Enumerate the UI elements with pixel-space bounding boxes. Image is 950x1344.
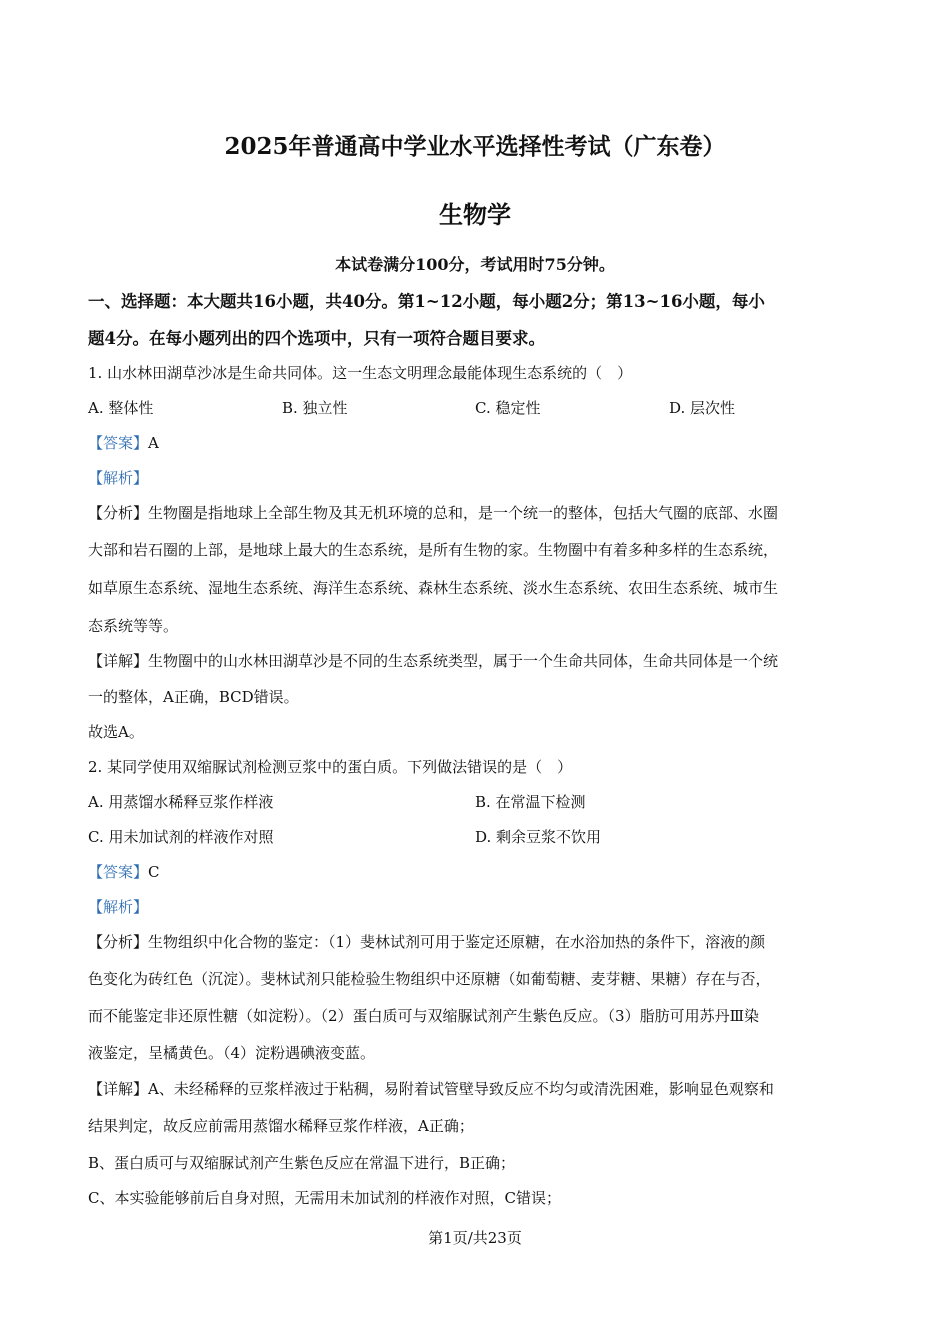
q1-fenxi-line2: 大部和岩石圈的上部，是地球上最大的生态系统，是所有生物的家。生物圈中有着多种多样的生态系统， bbox=[88, 541, 779, 559]
q2-xiangjie-text: A、未经稀释的豆浆样液过于粘稠，易附着试管壁导致反应不均匀或清洗困难，影响显色观察和 bbox=[148, 1080, 774, 1098]
q1-option-d: D. 层次性 bbox=[669, 399, 736, 417]
q1-fenxi-line3: 如草原生态系统、湿地生态系统、海洋生态系统、森林生态系统、淡水生态系统、农田生态系统、城市生 bbox=[88, 579, 779, 597]
q2-option-a: A. 用蒸馏水稀释豆浆作样液 bbox=[88, 793, 274, 811]
q1-fenxi-line1 bbox=[88, 502, 778, 523]
q2-xiangjie-line4: C、本实验能够前后自身对照，无需用未加试剂的样液作对照，C错误； bbox=[88, 1189, 561, 1207]
q1-answer-line bbox=[88, 432, 159, 453]
q2-xiangjie-line1 bbox=[88, 1078, 774, 1099]
exam-info: 本试卷满分100分，考试用时75分钟。 bbox=[335, 255, 615, 274]
q1-option-b: B. 独立性 bbox=[282, 399, 348, 417]
q1-conclusion: 故选A。 bbox=[88, 723, 144, 741]
q1-xiangjie-text: 生物圈中的山水林田湖草沙是不同的生态系统类型，属于一个生命共同体，生命共同体是一个统 bbox=[148, 652, 779, 670]
xiangjie-tag: 【详解】 bbox=[88, 652, 149, 670]
q2-option-d: D. 剩余豆浆不饮用 bbox=[475, 828, 602, 846]
question-1-stem: 1. 山水林田湖草沙冰是生命共同体。这一生态文明理念最能体现生态系统的（ ） bbox=[88, 364, 633, 382]
exam-title: 2025年普通高中学业水平选择性考试（广东卷） bbox=[224, 133, 726, 160]
q2-fenxi-line1 bbox=[88, 931, 765, 952]
q2-option-c: C. 用未加试剂的样液作对照 bbox=[88, 828, 274, 846]
q2-answer-line bbox=[88, 861, 160, 882]
section-heading-line1: 一、选择题：本大题共16小题，共40分。第1~12小题，每小题2分；第13~16小题，每小 bbox=[88, 292, 765, 311]
q2-fenxi-line2: 色变化为砖红色（沉淀）。斐林试剂只能检验生物组织中还原糖（如葡萄糖、麦芽糖、果糖）存在与否， bbox=[88, 970, 771, 988]
answer-tag: 【答案】 bbox=[88, 434, 149, 452]
q1-xiangjie-line2: 一的整体，A正确，BCD错误。 bbox=[88, 688, 299, 706]
section-heading-line2: 题4分。在每小题列出的四个选项中，只有一项符合题目要求。 bbox=[88, 329, 545, 348]
q2-xiangjie-line3: B、蛋白质可与双缩脲试剂产生紫色反应在常温下进行，B正确； bbox=[88, 1154, 516, 1172]
answer-tag: 【答案】 bbox=[88, 863, 149, 881]
q2-option-b: B. 在常温下检测 bbox=[475, 793, 586, 811]
q1-analysis-tag: 【解析】 bbox=[88, 469, 149, 487]
fenxi-tag: 【分析】 bbox=[88, 933, 149, 951]
q1-fenxi-line4: 态系统等等。 bbox=[88, 617, 179, 635]
question-2-stem: 2. 某同学使用双缩脲试剂检测豆浆中的蛋白质。下列做法错误的是（ ） bbox=[88, 758, 573, 776]
q1-answer-value: A bbox=[148, 434, 159, 452]
q2-xiangjie-line2: 结果判定，故反应前需用蒸馏水稀释豆浆作样液，A正确； bbox=[88, 1117, 474, 1135]
q1-option-a: A. 整体性 bbox=[88, 399, 154, 417]
q2-analysis-tag: 【解析】 bbox=[88, 898, 149, 916]
q2-fenxi-text: 生物组织中化合物的鉴定：（1）斐林试剂可用于鉴定还原糖，在水浴加热的条件下，溶液的颜 bbox=[148, 933, 766, 951]
subject-title: 生物学 bbox=[439, 200, 511, 229]
q2-fenxi-line4: 液鉴定，呈橘黄色。（4）淀粉遇碘液变蓝。 bbox=[88, 1044, 376, 1062]
q2-fenxi-line3: 而不能鉴定非还原性糖（如淀粉）。（2）蛋白质可与双缩脲试剂产生紫色反应。（3）脂肪可用苏丹Ⅲ染 bbox=[88, 1007, 760, 1025]
q1-xiangjie-line1 bbox=[88, 650, 778, 671]
page-number: 第1页/共23页 bbox=[428, 1229, 522, 1247]
q2-answer-value: C bbox=[148, 863, 160, 881]
q1-option-c: C. 稳定性 bbox=[475, 399, 541, 417]
q1-fenxi-text: 生物圈是指地球上全部生物及其无机环境的总和，是一个统一的整体，包括大气圈的底部、水圈 bbox=[148, 504, 779, 522]
fenxi-tag: 【分析】 bbox=[88, 504, 149, 522]
xiangjie-tag: 【详解】 bbox=[88, 1080, 149, 1098]
